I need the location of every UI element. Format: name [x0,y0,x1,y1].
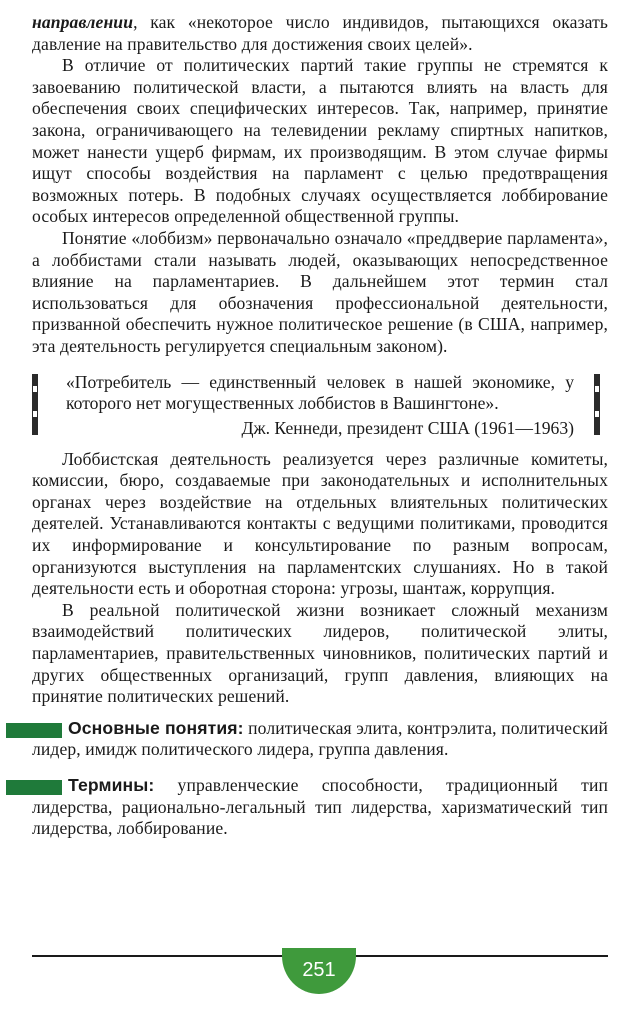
quote-author: Дж. Кеннеди, президент США (1961—1963) [241,417,574,438]
key-concepts-heading: Основные понятия: [68,717,244,738]
terms-block [32,775,608,840]
terms-text [32,775,608,840]
page-number-badge: 251 [282,948,356,994]
quote-bar-right [594,374,600,435]
quote-bar-left [32,374,38,435]
paragraph-political-mechanism: В реальной политической жизни возникает сложный механизм взаимодействий политических лидеров, политической элиты, парламентариев, правительственных чиновников, политических партий и других общественных организаций, групп давления, влияющих на принятие политических решений. [32,599,608,707]
key-concepts-text [32,718,608,761]
page-content [32,12,608,840]
terms-list: управленческие способности, традиционный тип лидерства, рационально-легальный тип лидерства, харизматический тип лидерства, лоббирование. [32,775,608,839]
key-concepts-marker [6,723,62,738]
emphasis-word: направлении [32,12,134,32]
paragraph-lobbyism-definition: Понятие «лоббизм» первоначально означало «преддверие парламента», а лоббистами стали называть людей, оказывающих непосредственное влияние на парламентариев. В дальнейшем этот термин стал использоваться для обозначения профессиональной деятельности, призванной обеспечить нужное политическое решение (в США, например, эта деятельность регулируется специальным законом). [32,227,608,356]
paragraph-pressure-groups: В отличие от политических партий такие группы не стремятся к завоеванию политической власти, а пытаются влиять на власть для обеспечения своих специфических интересов. Так, например, принятие закона, ограничивающего на телевидении рекламу спиртных напитков, может нанести ущерб фирмам, их производящим. В этом случае фирмы ищут способы воздействия на парламент с целью предотвращения возможных потерь. В подобных случаях осуществляется лоббирование особых интересов определенной общественной группы. [32,55,608,227]
paragraph-lobbying-activity: Лоббистская деятельность реализуется через различные комитеты, комиссии, бюро, создаваемые при законодательных и исполнительных органах через воздействие на отдельных влиятельных политических деятелей. Устанавливаются контакты с ведущими политиками, проводится их информирование и консультирование по разным вопросам, организуются выступления на парламентских слушаниях. Но в такой деятельности есть и оборотная сторона: угрозы, шантаж, коррупция. [32,448,608,599]
terms-heading: Термины: [68,775,155,795]
paragraph-text: , как «некоторое число индивидов, пытающихся оказать давление на правительство для достижения своих целей». [32,12,608,54]
quote-text: «Потребитель — единственный человек в нашей экономике, у которого нет могущественных лоббистов в Вашингтоне». [66,371,574,414]
paragraph-intro-continuation [32,12,608,55]
quote-box [32,372,608,439]
key-concepts-list: политическая элита, контрэлита, политический лидер, имидж политического лидера, группа давления. [32,717,608,760]
terms-marker [6,780,62,795]
key-concepts-block [32,718,608,761]
